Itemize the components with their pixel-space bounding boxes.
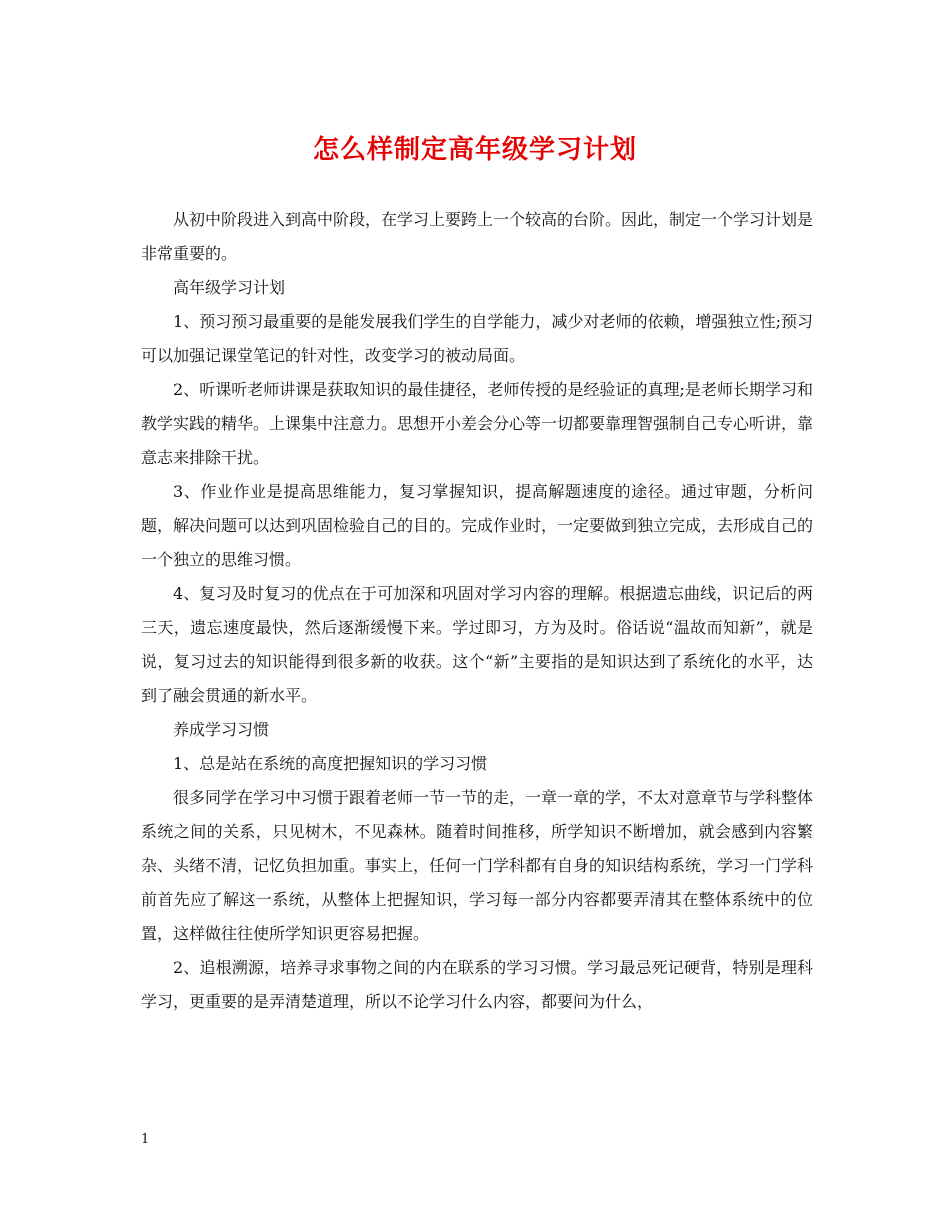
- paragraph-habit-1-body: 很多同学在学习中习惯于跟着老师一节一节的走，一章一章的学，不太对意章节与学科整体系统之间的关系，只见树木，不见森林。随着时间推移，所学知识不断增加，就会感到内容繁杂、头绪不清，记忆负担加重。事实上，任何一门学科都有自身的知识结构系统，学习一门学科前首先应了解这一系统，从整体上把握知识，学习每一部分内容都要弄清其在整体系统中的位置，这样做往往使所学知识更容易把握。: [141, 788, 814, 943]
- paragraph-habit-1-heading: 1、总是站在系统的高度把握知识的学习习惯: [173, 754, 488, 773]
- section-heading-habits: 养成学习习惯: [173, 720, 270, 739]
- document-title: 怎么样制定高年级学习计划: [312, 135, 637, 165]
- paragraph-preview: 1、预习预习最重要的是能发展我们学生的自学能力，减少对老师的依赖，增强独立性;预习可以加强记课堂笔记的针对性，改变学习的被动局面。: [141, 312, 813, 365]
- paragraph-listening: 2、听课听老师讲课是获取知识的最佳捷径，老师传授的是经验证的真理;是老师长期学习和教学实践的精华。上课集中注意力。思想开小差会分心等一切都要靠理智强制自己专心听讲，靠意志来排除干扰。: [141, 380, 814, 467]
- page-number: 1: [141, 1132, 150, 1147]
- paragraph-review: 4、复习及时复习的优点在于可加深和巩固对学习内容的理解。根据遗忘曲线，识记后的两三天，遗忘速度最快，然后逐渐缓慢下来。学过即习，方为及时。俗话说“温故而知新”，就是说，复习过去的知识能得到很多新的收获。这个“新”主要指的是知识达到了系统化的水平，达到了融会贯通的新水平。: [141, 584, 813, 705]
- document-body: [141, 203, 813, 1019]
- paragraph-habit-2: 2、追根溯源，培养寻求事物之间的内在联系的学习习惯。学习最忌死记硬背，特别是理科学习，更重要的是弄清楚道理，所以不论学习什么内容，都要问为什么，: [141, 958, 813, 1011]
- paragraph-homework: 3、作业作业是提高思维能力，复习掌握知识，提高解题速度的途径。通过审题，分析问题，解决问题可以达到巩固检验自己的目的。完成作业时，一定要做到独立完成，去形成自己的一个独立的思维习惯。: [141, 482, 814, 569]
- section-heading-study-plan: 高年级学习计划: [173, 278, 286, 297]
- paragraph-intro: 从初中阶段进入到高中阶段，在学习上要跨上一个较高的台阶。因此，制定一个学习计划是非常重要的。: [141, 210, 814, 263]
